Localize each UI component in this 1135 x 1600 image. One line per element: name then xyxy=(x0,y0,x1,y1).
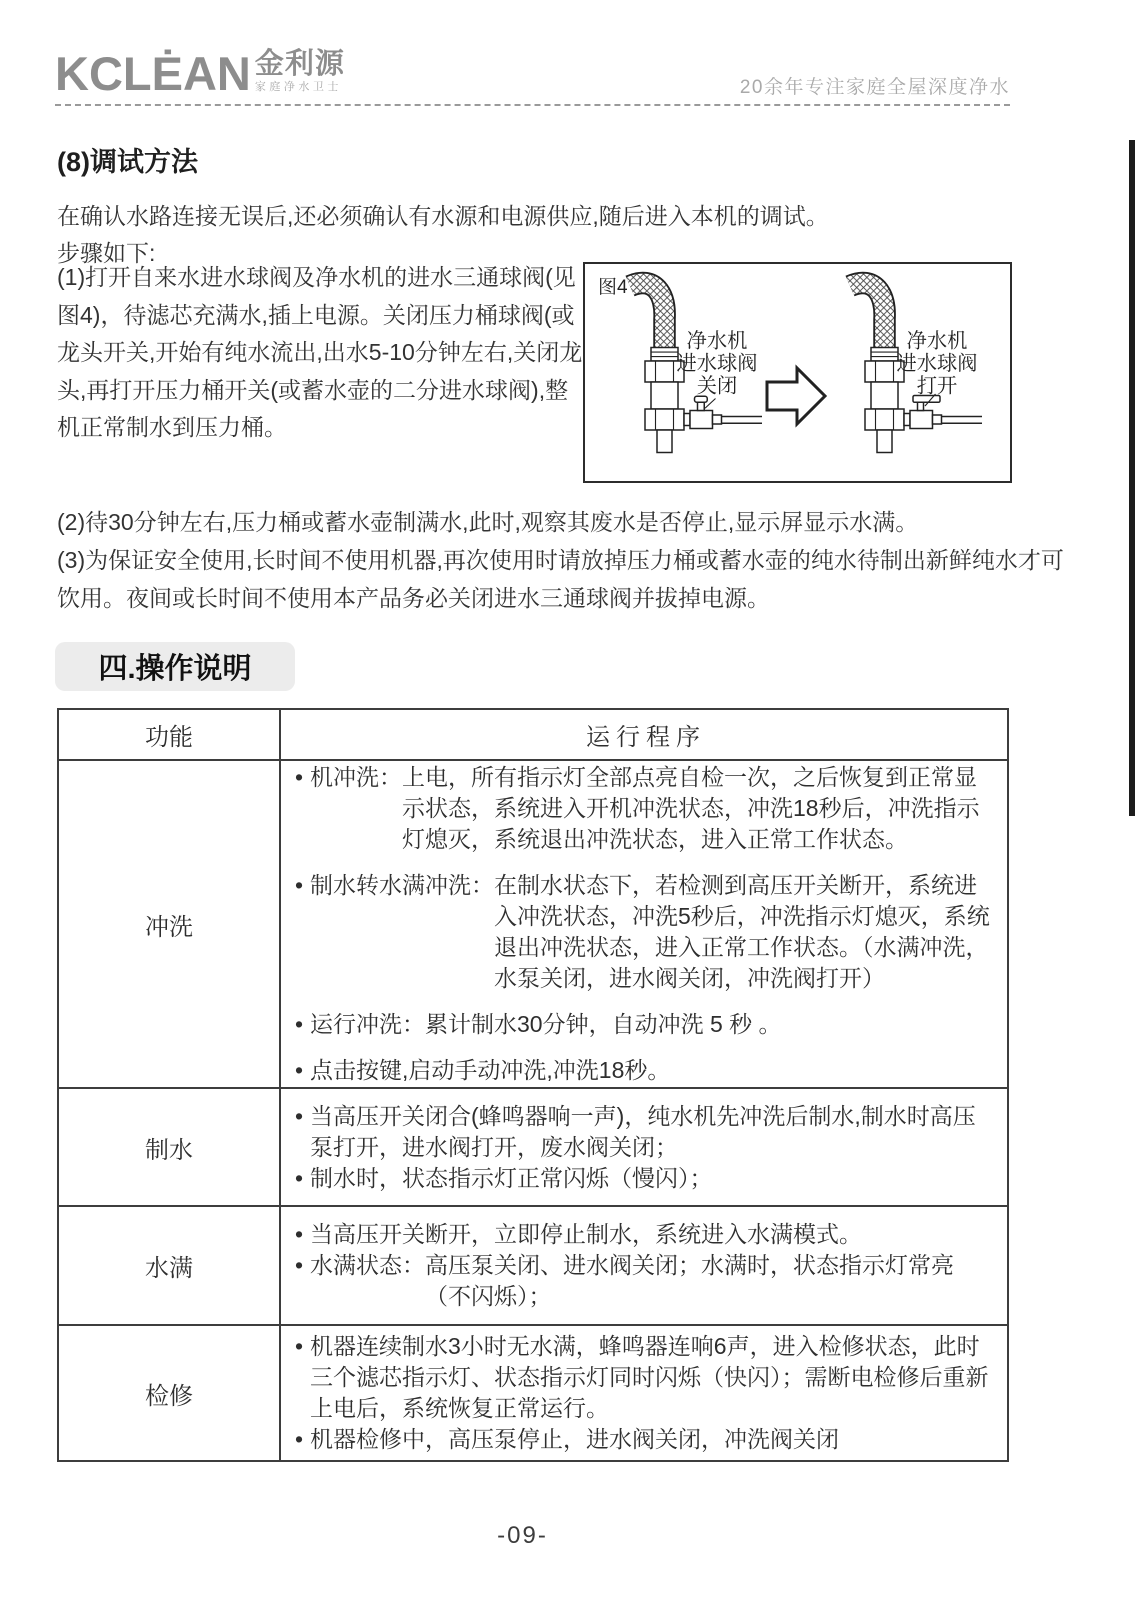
figure-label: 图4 xyxy=(598,277,628,298)
row-procedure-make-water xyxy=(281,1089,1007,1205)
table-row xyxy=(59,1324,1007,1460)
row-function-flush: 冲洗 xyxy=(59,761,281,1087)
right-caption-line3: 打开 xyxy=(916,375,958,398)
bullet-dot-icon: • xyxy=(295,1221,304,1247)
bullet-text: 机器连续制水3小时无水满，蜂鸣器连响6声，进入检修状态，此时三个滤芯指示灯、状态指示灯同时闪烁（快闪）；需断电检修后重新上电后，系统恢复正常运行。 xyxy=(310,1333,989,1421)
valve-assembly-closed xyxy=(630,283,762,453)
table-row xyxy=(59,1087,1007,1205)
brand-logo xyxy=(55,47,345,101)
table-row xyxy=(59,759,1007,1087)
list-item xyxy=(295,870,997,994)
left-caption-line1: 净水机 xyxy=(686,330,748,353)
step-3-paragraph: (3)为保证安全使用,长时间不使用机器,再次使用时请放掉压力桶或蓄水壶的纯水待制出新鲜纯水才可饮用。夜间或长时间不使用本产品务必关闭进水三通球阀并拔掉电源。 xyxy=(57,547,1064,611)
bullet-dot-icon: • xyxy=(295,1333,304,1359)
list-item xyxy=(295,1331,997,1424)
list-item xyxy=(295,1424,997,1455)
section-heading-debug-method: (8)调试方法 xyxy=(57,147,198,177)
list-item xyxy=(295,762,997,855)
bullet-dot-icon: • xyxy=(295,1011,304,1037)
table-row xyxy=(59,1205,1007,1324)
logo-kclean-text: KCLĖAN xyxy=(55,47,251,101)
bullet-dot-icon: • xyxy=(295,1426,304,1452)
bullet-label: 制水转水满冲洗： xyxy=(310,872,494,898)
bullet-label: 机冲洗： xyxy=(310,764,402,790)
row-procedure-maintenance xyxy=(281,1326,1007,1460)
bullet-label: 水满状态： xyxy=(310,1252,425,1278)
intro-line-1: 在确认水路连接无误后,还必须确认有水源和电源供应,随后进入本机的调试。 xyxy=(57,203,829,229)
figure-4-valve-diagram xyxy=(583,262,1012,483)
list-item xyxy=(295,1101,997,1163)
valve-diagram-drawing xyxy=(585,264,1006,477)
row-procedure-tank-full xyxy=(281,1207,1007,1324)
right-caption-line1: 净水机 xyxy=(906,330,968,353)
logo-slogan: 家庭净水卫士 xyxy=(254,81,342,93)
bullet-text: 当高压开关闭合(蜂鸣器响一声)，纯水机先冲洗后制水,制水时高压泵打开，进水阀打开，废水阀关闭； xyxy=(310,1102,976,1160)
row-function-maintenance: 检修 xyxy=(59,1326,281,1460)
row-function-tank-full: 水满 xyxy=(59,1207,281,1324)
valve-assembly-open xyxy=(850,283,982,453)
bullet-text: 高压泵关闭、进水阀关闭；水满时，状态指示灯常亮（不闪烁）； xyxy=(425,1252,954,1309)
bullet-dot-icon: • xyxy=(295,1102,304,1129)
list-item xyxy=(295,1219,997,1250)
bullet-dot-icon: • xyxy=(295,764,304,790)
bullet-label: 运行冲洗： xyxy=(310,1011,425,1037)
table-header-row xyxy=(59,710,1007,759)
right-caption-line2: 进水球阀 xyxy=(896,353,978,375)
bullet-text: 机器检修中，高压泵停止，进水阀关闭，冲洗阀关闭 xyxy=(310,1426,839,1452)
bullet-text: 制水时，状态指示灯正常闪烁（慢闪）； xyxy=(310,1164,713,1191)
step-2-paragraph: (2)待30分钟左右,压力桶或蓄水壶制满水,此时,观察其废水是否停止,显示屏显示水满。 xyxy=(57,509,919,535)
header-dashed-rule xyxy=(55,104,1010,106)
bullet-dot-icon: • xyxy=(295,1164,304,1191)
valve-stem-open xyxy=(918,402,924,410)
list-item xyxy=(295,1250,997,1312)
bullet-dot-icon: • xyxy=(295,872,304,898)
left-caption-line3: 关闭 xyxy=(696,375,738,398)
list-item xyxy=(295,1163,997,1194)
bullet-text: 上电，所有指示灯全部点亮自检一次，之后恢复到正常显示状态，系统进入开机冲洗状态，冲洗18秒后，冲洗指示灯熄灭，系统退出冲洗状态，进入正常工作状态。 xyxy=(402,764,980,852)
section-heading-operation: 四.操作说明 xyxy=(55,642,295,691)
table-header-procedure: 运行程序 xyxy=(586,724,706,751)
left-caption-line2: 进水球阀 xyxy=(676,353,758,375)
page-edge-tab xyxy=(1129,140,1135,816)
bullet-text: 在制水状态下，若检测到高压开关断开，系统进入冲洗状态，冲洗5秒后，冲洗指示灯熄灭，系统退出冲洗状态，进入正常工作状态。（水满冲洗，水泵关闭，进水阀关闭，冲洗阀打开） xyxy=(494,872,990,991)
intro-line-2: 步骤如下: xyxy=(57,240,156,266)
bullet-text: 当高压开关断开，立即停止制水，系统进入水满模式。 xyxy=(310,1221,862,1247)
list-item xyxy=(295,1055,997,1086)
operation-table xyxy=(57,708,1009,1462)
logo-chinese-block xyxy=(255,50,345,94)
bullet-text: 累计制水30分钟，自动冲洗 5 秒 。 xyxy=(425,1011,782,1037)
bullet-text: 点击按键,启动手动冲洗,冲洗18秒。 xyxy=(310,1057,671,1083)
page-number: -09- xyxy=(497,1522,548,1549)
bullet-dot-icon: • xyxy=(295,1057,304,1083)
list-item xyxy=(295,1009,997,1040)
table-header-function: 功能 xyxy=(59,710,281,759)
header-tagline: 20余年专注家庭全屋深度净水 xyxy=(739,77,1010,98)
logo-chinese-name: 金利源 xyxy=(254,48,345,80)
step-1-paragraph: (1)打开自来水进水球阀及净水机的进水三通球阀(见图4)，待滤芯充满水,插上电源。关闭压力桶球阀(或龙头开关,开始有纯水流出,出水5-10分钟左右,关闭龙头,再打开压力桶开关(或蓄水壶的二分进水球阀),整机正常制水到压力桶。 xyxy=(57,264,583,440)
transition-arrow-icon xyxy=(767,368,825,424)
row-function-make-water: 制水 xyxy=(59,1089,281,1205)
bullet-dot-icon: • xyxy=(295,1252,304,1278)
row-procedure-flush xyxy=(281,761,1007,1087)
